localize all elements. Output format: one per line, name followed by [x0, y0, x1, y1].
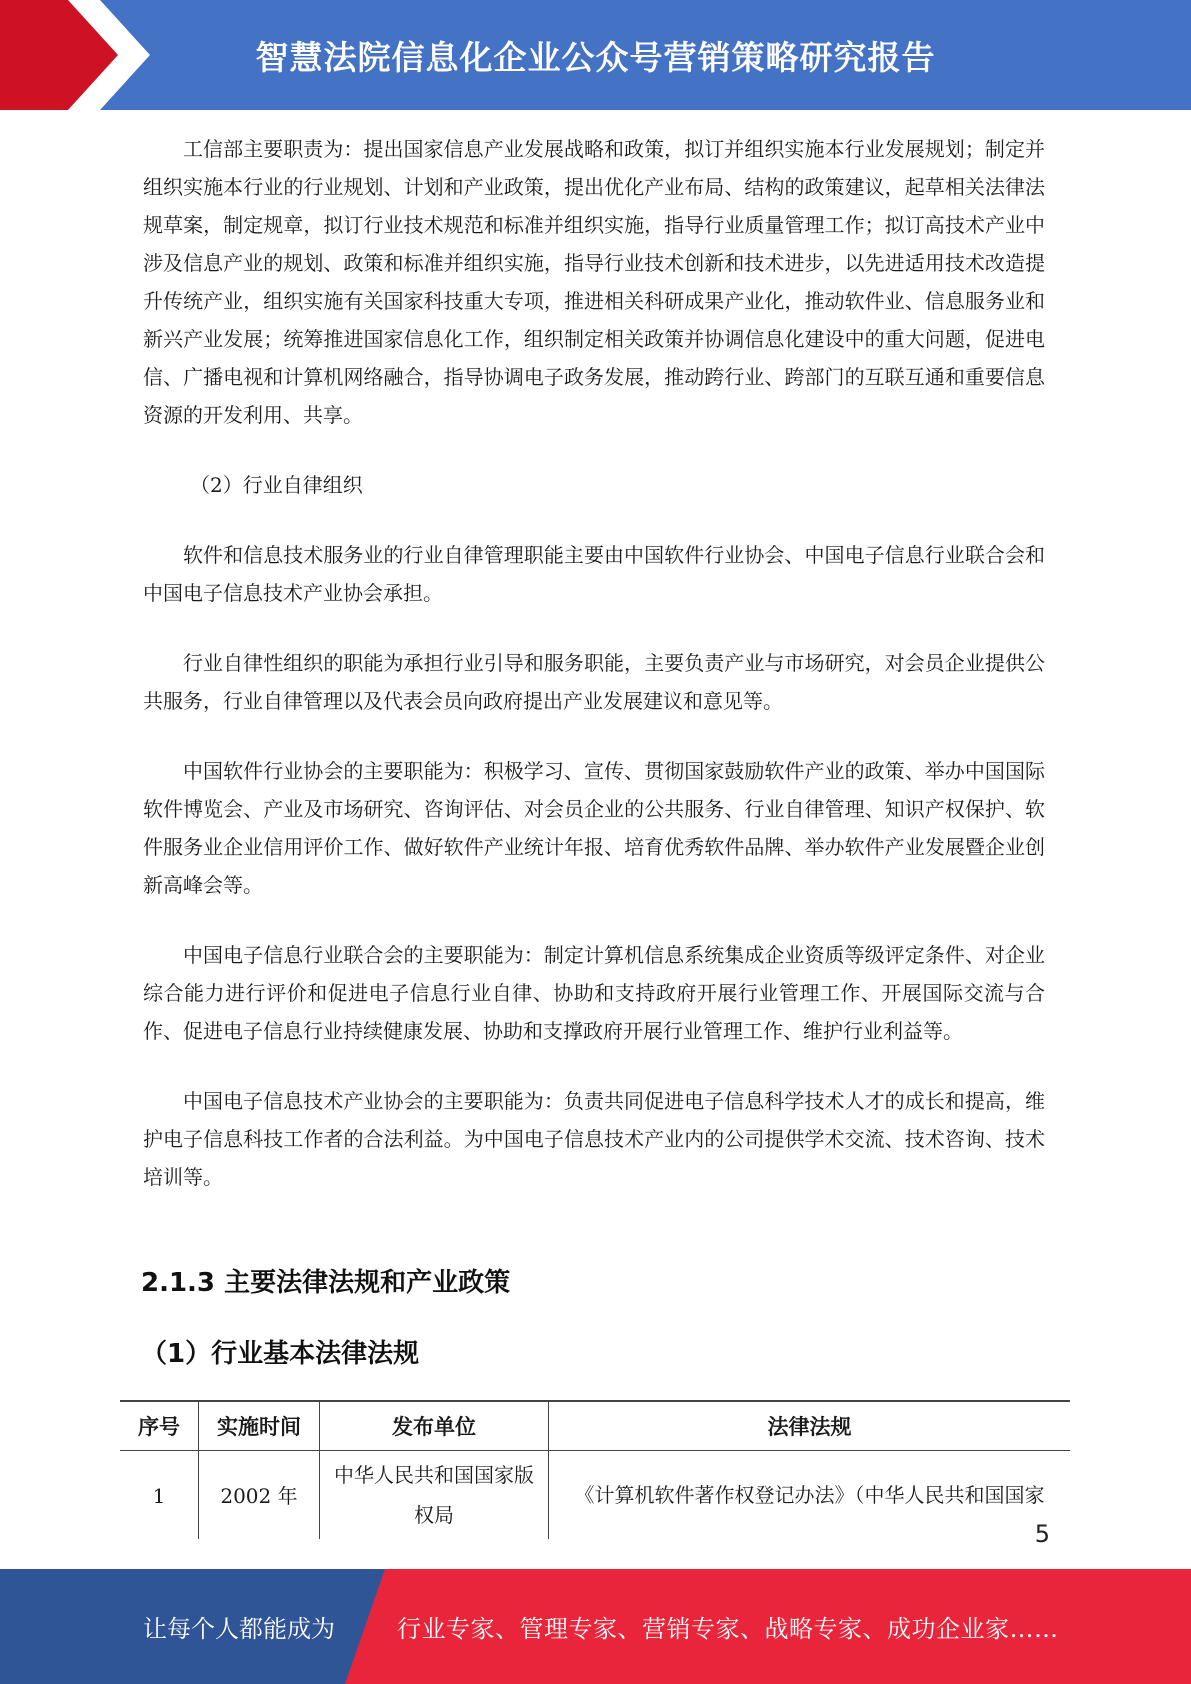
footer-slogan-left: 让每个人都能成为 [143, 1615, 335, 1643]
column-header-law: 法律法规 [549, 1401, 1071, 1451]
page-number: 5 [1034, 1520, 1050, 1548]
document-body [143, 130, 1045, 1196]
footer-slogan-right: 行业专家、管理专家、营销专家、战略专家、成功企业家…… [397, 1615, 1059, 1643]
document-title: 智慧法院信息化企业公众号营销策略研究报告 [255, 37, 936, 77]
header-chevron-decoration [0, 0, 150, 110]
paragraph-self-regulation-bodies: 软件和信息技术服务业的行业自律管理职能主要由中国软件行业协会、中国电子信息行业联合会和中国电子信息技术产业协会承担。 [143, 543, 1045, 605]
table-row [120, 1451, 1070, 1540]
column-header-no: 序号 [120, 1401, 199, 1451]
subsection-heading: （1）行业基本法律法规 [141, 1339, 420, 1369]
page-header [0, 0, 1191, 110]
cell-no: 1 [152, 1483, 166, 1508]
column-header-time: 实施时间 [199, 1401, 320, 1451]
column-header-publisher: 发布单位 [320, 1401, 549, 1451]
cell-publisher: 中华人民共和国国家版权局 [320, 1451, 549, 1540]
cell-law: 《计算机软件著作权登记办法》（中华人民共和国国家 [549, 1451, 1071, 1540]
laws-table [120, 1400, 1070, 1539]
paragraph-ceia-functions: 中国电子信息行业联合会的主要职能为：制定计算机信息系统集成企业资质等级评定条件、对企业综合能力进行评价和促进电子信息行业自律、协助和支持政府开展行业管理工作、开展国际交流与合作、促进电子信息行业持续健康发展、协助和支撑政府开展行业管理工作、维护行业利益等。 [143, 943, 1045, 1043]
cell-time: 2002 年 [199, 1451, 320, 1540]
paragraph-miit-duties: 工信部主要职责为：提出国家信息产业发展战略和政策，拟订并组织实施本行业发展规划；制定并组织实施本行业的行业规划、计划和产业政策，提出优化产业布局、结构的政策建议，起草相关法律法规草案，制定规章，拟订行业技术规范和标准并组织实施，指导行业质量管理工作；拟订高技术产业中涉及信息产业的规划、政策和标准并组织实施，指导行业技术创新和技术进步，以先进适用技术改造提升传统产业，组织实施有关国家科技重大专项，推进相关科研成果产业化，推动软件业、信息服务业和新兴产业发展；统筹推进国家信息化工作，组织制定相关政策并协调信息化建设中的重大问题，促进电信、广播电视和计算机网络融合，指导协调电子政务发展，推动跨行业、跨部门的互联互通和重要信息资源的开发利用、共享。 [143, 137, 1045, 427]
page-footer [0, 1569, 1191, 1684]
section-heading: 2.1.3 主要法律法规和产业政策 [141, 1268, 511, 1298]
paragraph-csia-functions: 中国软件行业协会的主要职能为：积极学习、宣传、贯彻国家鼓励软件产业的政策、举办中国国际软件博览会、产业及市场研究、咨询评估、对会员企业的公共服务、行业自律管理、知识产权保护、软件服务业企业信用评价工作、做好软件产业统计年报、培育优秀软件品牌、举办软件产业发展暨企业创新高峰会等。 [143, 759, 1045, 897]
paragraph-self-regulation-functions: 行业自律性组织的职能为承担行业引导和服务职能，主要负责产业与市场研究，对会员企业提供公共服务，行业自律管理以及代表会员向政府提出产业发展建议和意见等。 [143, 651, 1045, 713]
subheading-self-regulatory: （2）行业自律组织 [190, 473, 363, 497]
paragraph-citia-functions: 中国电子信息技术产业协会的主要职能为：负责共同促进电子信息科学技术人才的成长和提高，维护电子信息科技工作者的合法利益。为中国电子信息技术产业内的公司提供学术交流、技术咨询、技术培训等。 [143, 1089, 1045, 1189]
table-header-row [120, 1401, 1070, 1451]
